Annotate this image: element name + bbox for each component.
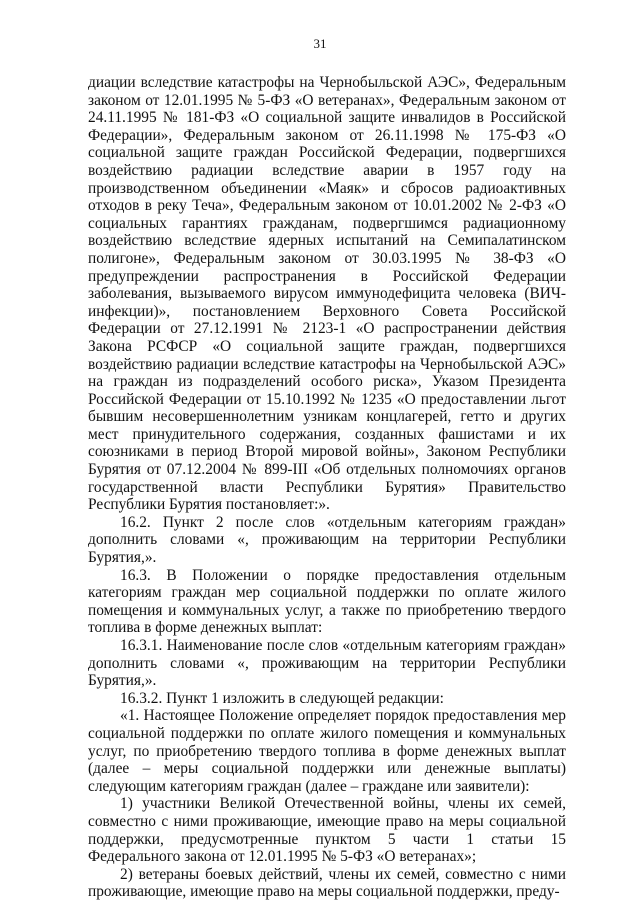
paragraph-clause-1: «1. Настоящее Положение определяет порядок предоставления мер социальной поддержки по оплате жилого помещения и коммунальных услуг, по приобретению твердого топлива в форме денежных выплат (далее – меры социальной поддержки или денежные выплаты) следующим категориям граждан (далее – граждане или заявители): [88,707,566,795]
paragraph-continuation: диации вследствие катастрофы на Чернобыльской АЭС», Федеральным законом от 12.01.1995 № 5-ФЗ «О ветеранах», Федеральным законом от 24.11.1995 № 181-ФЗ «О социальной защите инвалидов в Российской Федерации», Федеральным законом от 26.11.1998 № 175-ФЗ «О социальной защите граждан Российской Федерации, подвергшихся воздействию радиации вследствие аварии в 1957 году на производственном объединении «Маяк» и сбросов радиоактивных отходов в реку Теча», Федеральным законом от 10.01.2002 № 2-ФЗ «О социальных гарантиях гражданам, подвергшимся радиационному воздействию вследствие ядерных испытаний на Семипалатинском полигоне», Федеральным законом от 30.03.1995 № 38-ФЗ «О предупреждении распространения в Российской Федерации заболевания, вызываемого вирусом иммунодефицита человека (ВИЧ-инфекции)», постановлением Верховного Совета Российской Федерации от 27.12.1991 № 2123-1 «О распространении действия Закона РСФСР «О социальной защите граждан, подвергшихся воздействию радиации вследствие катастрофы на Чернобыльской АЭС» на граждан из подразделений особого риска», Указом Президента Российской Федерации от 15.10.1992 № 1235 «О предоставлении льгот бывшим несовершеннолетним узникам концлагерей, гетто и других мест принудительного содержания, созданных фашистами и их союзниками в период Второй мировой войны», Законом Республики Бурятия от 07.12.2004 № 899-III «Об отдельных полномочиях органов государственной власти Республики Бурятия» Правительство Республики Бурятия постановляет:». [88,74,566,514]
paragraph-16-3-1: 16.3.1. Наименование после слов «отдельным категориям граждан» дополнить словами «, проживающим на территории Республики Бурятия,». [88,637,566,690]
paragraph-16-3-2: 16.3.2. Пункт 1 изложить в следующей редакции: [120,689,444,707]
paragraph-16-2: 16.2. Пункт 2 после слов «отдельным категориям граждан» дополнить словами «, проживающим на территории Республики Бурятия,». [88,513,566,567]
document-body [88,74,566,901]
list-item-2: 2) ветераны боевых действий, члены их семей, совместно с ними проживающие, имеющие право на меры социальной поддержки, преду- [88,865,566,901]
page-number: 31 [313,36,327,51]
list-item-1: 1) участники Великой Отечественной войны, члены их семей, совместно с ними проживающие, имеющие право на меры социальной поддержки, предусмотренные пунктом 5 части 1 статьи 15 Федерального закона от 12.01.1995 № 5-ФЗ «О ветеранах»; [88,795,566,866]
paragraph-16-3: 16.3. В Положении о порядке предоставления отдельным категориям граждан мер социальной поддержки по оплате жилого помещения и коммунальных услуг, а также по приобретению твердого топлива в форме денежных выплат: [88,566,566,637]
